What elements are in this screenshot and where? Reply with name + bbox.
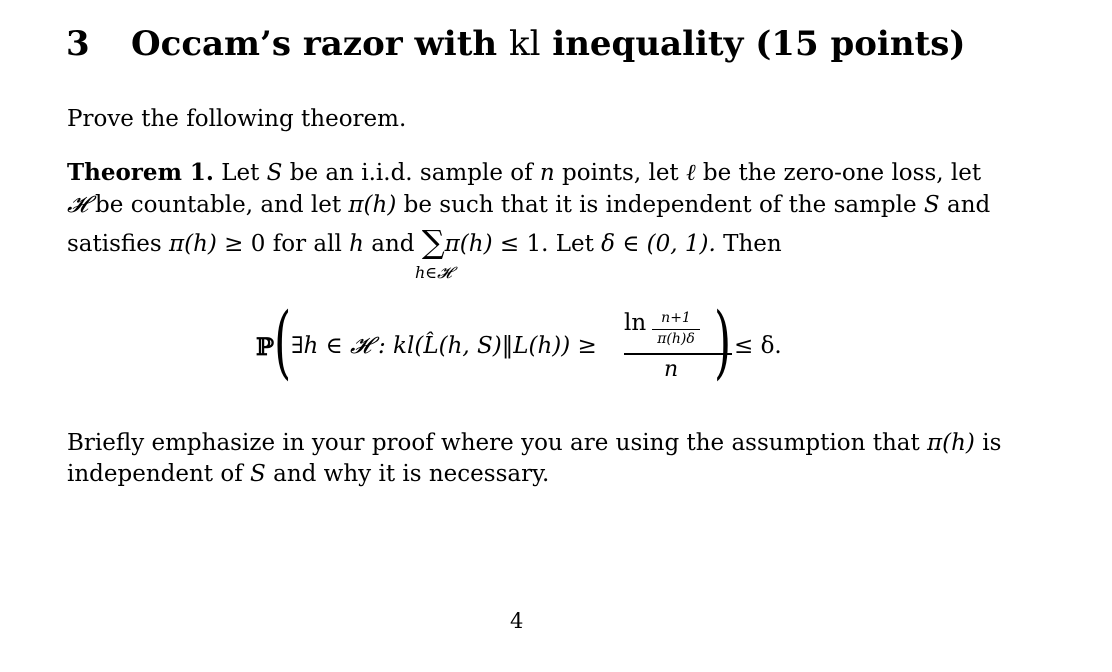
closing-line-1: Briefly emphasize in your proof where you are using the assumption that π(h) is	[67, 430, 1002, 456]
theorem-line-1: Theorem 1. Let S be an i.i.d. sample of n points, let ℓ be the zero-one loss, let	[67, 159, 982, 186]
equation-tail: ≤ δ.	[734, 333, 782, 359]
equation-body: ∃h ∈ 𝓗 : kl(L̂(h, S)‖L(h)) ≥	[291, 333, 597, 359]
inner-numerator: n+1	[661, 310, 691, 326]
theorem-line-3: satisfies π(h) ≥ 0 for all h and ∑π(h) ≤ 1. Let δ ∈ (0, 1). Then	[67, 223, 782, 261]
display-equation	[256, 295, 816, 390]
theorem-line-2: 𝓗 be countable, and let π(h) be such that it is independent of the sample S and	[67, 192, 991, 218]
sum-symbol: ∑	[421, 223, 445, 261]
kl-symbol: kl	[508, 24, 541, 64]
intro-text: Prove the following theorem.	[67, 106, 407, 132]
section-number: 3	[66, 24, 90, 64]
denominator: n	[664, 357, 679, 382]
probability-symbol: ℙ	[256, 332, 275, 361]
section-title: Occam’s razor with kl inequality (15 points)	[131, 24, 966, 64]
closing-line-2: independent of S and why it is necessary.	[67, 461, 550, 487]
left-paren: (	[274, 295, 292, 388]
page-number: 4	[510, 609, 524, 633]
theorem-label: Theorem 1.	[67, 159, 214, 186]
sum-subscript: h∈𝓗	[415, 263, 452, 282]
right-paren: )	[714, 295, 732, 388]
inner-denominator: π(h)δ	[657, 331, 695, 347]
ln-label: ln	[624, 310, 647, 336]
inner-fraction-bar	[652, 329, 700, 330]
